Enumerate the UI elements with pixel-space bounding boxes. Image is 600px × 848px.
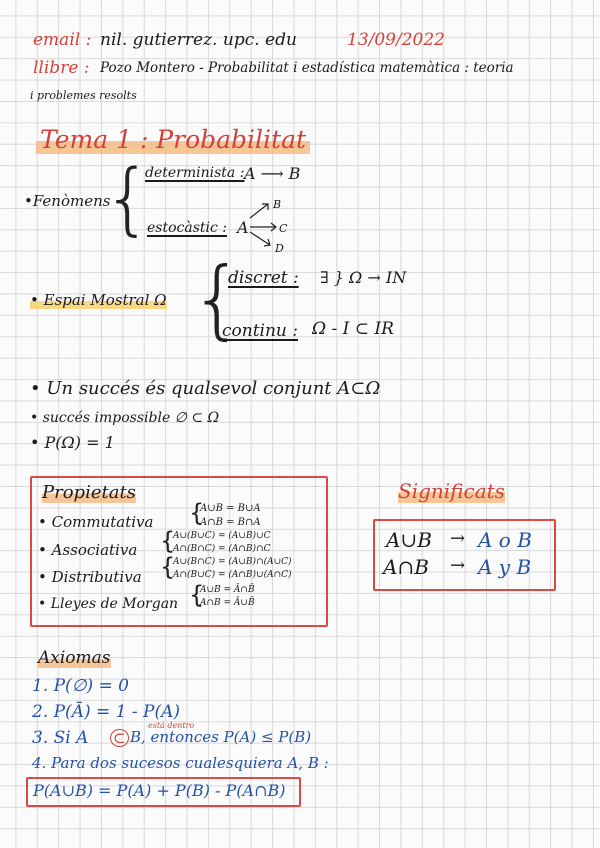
axioms-title: Axiomas [38,648,111,668]
book-value: Pozo Montero - Probabilitat i estadística matemàtica : teoria [100,60,514,76]
properties-title: Propietats [42,482,136,503]
meaning-right-or: A o B [478,528,532,552]
axiom-1: 1. P(∅) = 0 [32,676,130,696]
property-formula: A∩(B∪C) = (A∩B)∪(A∩C) [173,570,292,580]
property-brace: { [189,581,205,609]
property-formula: A∩B = Ā∪B̄ [200,598,255,608]
axiom-3-note: está dentro [148,721,195,730]
property-brace: { [160,553,176,581]
meaning-right-and: A y B [478,555,532,579]
date: 13/09/2022 [347,30,445,50]
estocastic-A: A [237,218,249,237]
bullet-p-omega: • P(Ω) = 1 [30,433,115,452]
bullet-impossible: • succés impossible ∅ ⊂ Ω [30,410,220,426]
phenomena-label: •Fenòmens [24,192,111,210]
sample-space-label: • Espai Mostral Ω [30,291,167,309]
axiom-3-pre: 3. Si A [32,728,89,748]
estocastic-D: D [275,242,284,255]
meaning-arrow: → [450,528,466,549]
continu-label: continu : [222,321,299,341]
continu-expr: Ω - I ⊂ IR [312,319,394,339]
property-formula: A∩B = B∩A [200,517,261,528]
meaning-left-union: A∪B [386,528,432,552]
estocastic-B: B [273,198,282,211]
sample-space-brace: { [190,249,245,349]
bullet-success: • Un succés és qualsevol conjunt A⊂Ω [30,378,381,399]
book-label: llibre : [33,58,90,78]
book-value-line2: i problemes resolts [30,89,137,102]
property-name: • Distributiva [38,568,142,586]
phenomena-brace: { [103,154,153,244]
property-formula: A∪(B∪C) = (A∪B)∪C [173,531,271,541]
discret-label: discret : [228,268,299,288]
axiom-2: 2. P(Ā) = 1 - P(A) [32,702,181,722]
axiom-formula: P(A∪B) = P(A) + P(B) - P(A∩B) [33,781,286,800]
topic-title: Tema 1 : Probabilitat [36,125,310,154]
axiom-3-post: B, entonces P(A) ≤ P(B) [130,728,312,746]
estocastic-label: estocàstic : [147,220,228,236]
meaning-left-intersection: A∩B [383,555,429,579]
property-formula: A∪(B∩C) = (A∪B)∩(A∪C) [173,557,292,567]
axiom-4: 4. Para dos sucesos cualesquiera A, B : [32,754,329,772]
property-formula: A∪B = B∪A [200,503,261,514]
meanings-title: Significats [398,479,505,503]
property-name: • Lleyes de Morgan [38,596,179,612]
determinista-expr: A ⟶ B [244,164,301,183]
discret-expr: ∃ } Ω → IN [320,268,407,287]
property-brace: { [160,527,176,555]
property-name: • Associativa [38,541,138,559]
estocastic-C: C [279,222,288,235]
property-name: • Commutativa [38,513,154,531]
property-brace: { [189,499,205,527]
determinista-label: determinista : [145,165,245,181]
email-value: nil. gutierrez. upc. edu [100,30,297,50]
email-label: email : [33,30,92,50]
property-formula: A∩(B∩C) = (A∩B)∩C [173,544,271,554]
property-formula: A∪B = Ā∩B̄ [200,585,255,595]
meaning-arrow: → [450,555,466,576]
axiom-3-subset: ⊂ [110,729,129,747]
